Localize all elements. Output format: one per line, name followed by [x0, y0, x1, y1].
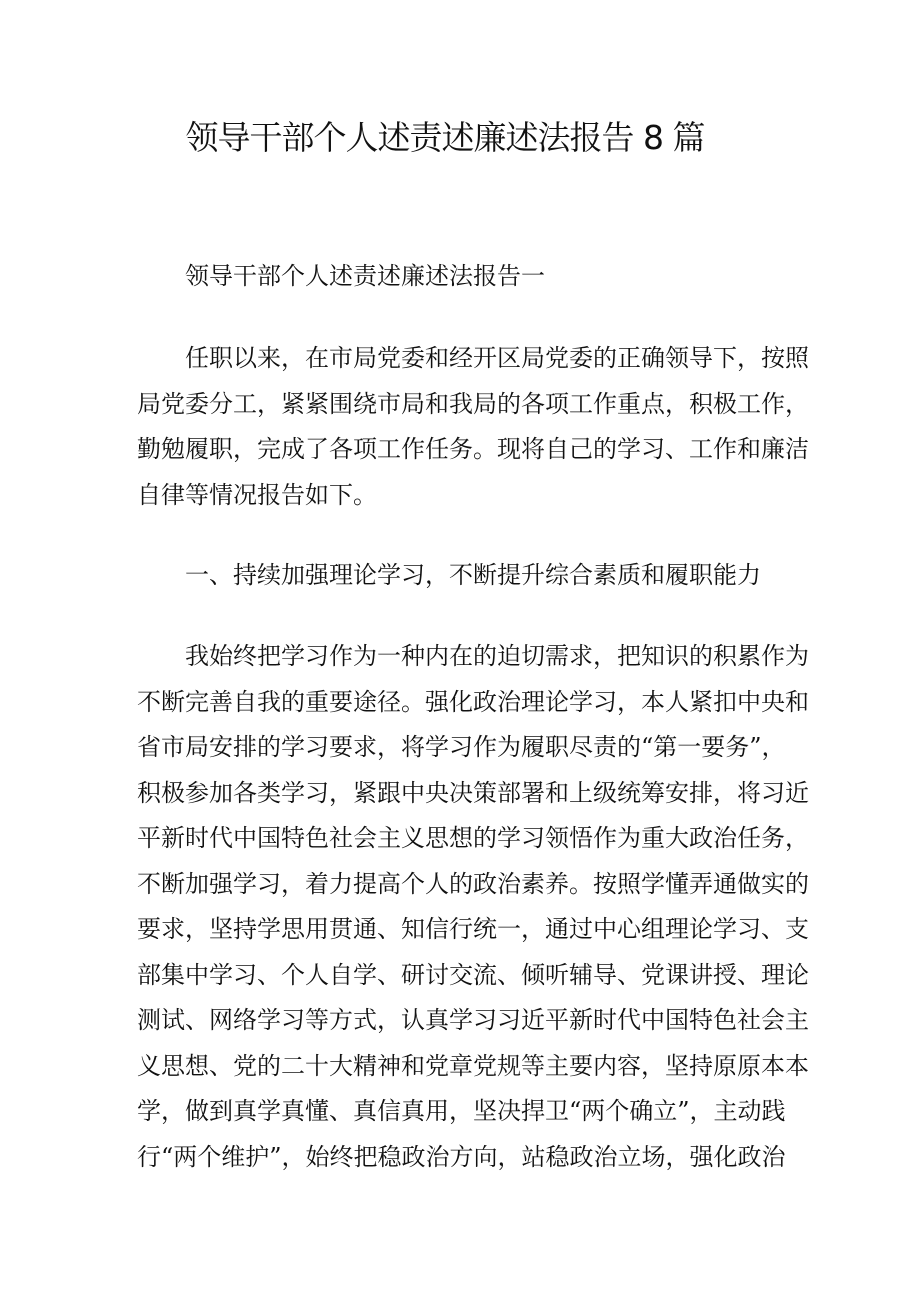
text-line: 积极参加各类学习，紧跟中央决策部署和上级统筹安排，将习近 — [137, 778, 809, 807]
text-line: 义思想、党的二十大精神和党章党规等主要内容，坚持原原本本 — [137, 1051, 809, 1080]
text-line: 任职以来，在市局党委和经开区局党委的正确领导下，按照 — [185, 344, 809, 372]
text-line: 部集中学习、个人自学、研讨交流、倾听辅导、党课讲授、理论 — [137, 960, 809, 989]
text-line: 不断完善自我的重要途径。强化政治理论学习，本人紧扣中央和 — [137, 687, 809, 716]
text-line: 行“两个维护”，始终把稳政治方向，站稳政治立场，强化政治 — [137, 1142, 786, 1171]
text-line: 要求，坚持学思用贯通、知信行统一，通过中心组理论学习、支 — [137, 915, 809, 943]
text-line: 自律等情况报告如下。 — [137, 480, 377, 509]
text-line: 不断加强学习，着力提高个人的政治素养。按照学懂弄通做实的 — [137, 869, 809, 898]
text-line: 测试、网络学习等方式，认真学习习近平新时代中国特色社会主 — [137, 1006, 809, 1034]
text-line: 省市局安排的学习要求，将学习作为履职尽责的“第一要务”， — [137, 733, 786, 761]
paragraph-intro — [137, 336, 809, 518]
text-line: 局党委分工，紧紧围绕市局和我局的各项工作重点，积极工作， — [137, 389, 809, 418]
text-line: 学，做到真学真懂、真信真用，坚决捍卫“两个确立”，主动践 — [137, 1097, 786, 1125]
paragraph-study — [137, 634, 809, 1180]
document-title: 领导干部个人述责述廉述法报告 8 篇 — [185, 118, 705, 157]
text-line: 勤勉履职，完成了各项工作任务。现将自己的学习、工作和廉洁 — [137, 435, 809, 463]
section-heading: 一、持续加强理论学习，不断提升综合素质和履职能力 — [185, 561, 761, 589]
section-subtitle: 领导干部个人述责述廉述法报告一 — [185, 262, 545, 290]
text-line: 我始终把学习作为一种内在的迫切需求，把知识的积累作为 — [185, 642, 809, 670]
text-line: 平新时代中国特色社会主义思想的学习领悟作为重大政治任务， — [137, 824, 809, 852]
